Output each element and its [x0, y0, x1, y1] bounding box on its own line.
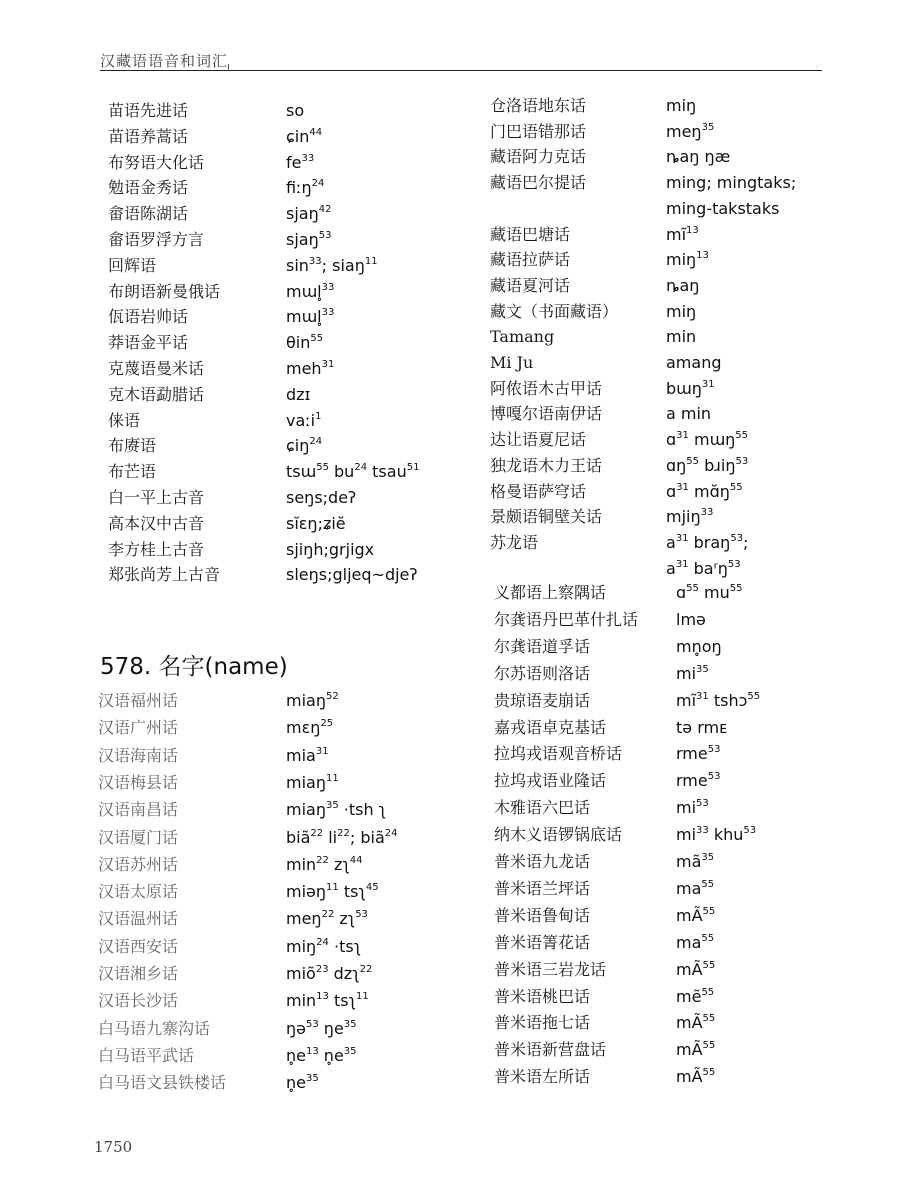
language-name: 苗语先进话 [108, 101, 189, 120]
language-name: 高本汉中古音 [108, 513, 205, 533]
word-form: miŋ [666, 96, 697, 115]
word-form: miaŋ$^{35}$ ·tsh ʅ [286, 800, 387, 820]
word-form: lmə [676, 609, 706, 629]
language-name: 汉语温州话 [98, 909, 179, 929]
language-name: 布努语大化话 [108, 152, 205, 172]
language-name: 藏语巴塘话 [490, 224, 571, 244]
language-name: 李方桂上古音 [108, 539, 205, 559]
word-form: $mÃ^{55}$ [676, 1040, 716, 1060]
language-name: 藏语拉萨话 [490, 250, 571, 270]
word-form: θin$^{55}$ [286, 333, 324, 353]
word-form: sjaŋ$^{53}$ [286, 230, 332, 249]
word-form: ȵaŋ ŋæ [666, 147, 731, 167]
language-name: 汉语海南话 [98, 745, 179, 765]
language-name: 俫语 [108, 410, 141, 430]
language-name: 汉语湘乡话 [98, 964, 179, 983]
word-form: ɑ$^{31}$ $mɑ̆ŋ^{55}$ [666, 481, 743, 501]
language-name: 达让语夏尼话 [490, 430, 587, 450]
word-form: bɯŋ$^{31}$ [666, 378, 715, 398]
word-form: $mi^{35}$ [676, 663, 709, 683]
language-name: 汉语广州话 [98, 718, 179, 738]
word-form: ɑŋ$^{55}$ bɹiŋ$^{53}$ [666, 455, 749, 475]
language-name: 莽语金平话 [108, 333, 189, 353]
language-name: 藏文（书面藏语） [490, 301, 619, 321]
word-form: dzɪ [286, 384, 311, 404]
word-form: mɛŋ$^{25}$ [286, 718, 334, 738]
word-form: miŋ$^{24}$ ·tsʅ [286, 936, 362, 956]
language-name: 汉语厦门话 [98, 827, 179, 847]
word-form: ming-takstaks [666, 198, 780, 218]
language-name: 门巴语错那话 [490, 121, 587, 141]
word-form: ŋə$^{53}$ $ŋe^{35}$ [286, 1018, 357, 1038]
language-name: 普米语桃巴话 [494, 986, 591, 1006]
word-form: $ma^{55}$ [676, 932, 715, 952]
word-form: $\min^{22}$ zʅ$^{44}$ [286, 854, 363, 874]
word-form: sjiŋh;grjigx [286, 539, 375, 559]
language-name: 白马语平武话 [98, 1045, 195, 1065]
word-form: mɯl̥$^{33}$ [286, 281, 335, 301]
word-form: $n̥e^{13}$ $n̥e^{35}$ [286, 1045, 357, 1065]
word-form: $a^{31}$ baʳŋ$^{53}$ [666, 558, 741, 578]
word-form: $mi^{53}$ [676, 798, 709, 818]
word-form: ɑ$^{31}$ mɯŋ$^{55}$ [666, 430, 749, 450]
word-form: mn̥oŋ [676, 636, 722, 656]
word-form: miəŋ$^{11}$ tsʅ$^{45}$ [286, 882, 379, 902]
word-form: $ma^{55}$ [676, 878, 715, 898]
word-form: mia$^{31}$ [286, 745, 329, 765]
language-name: 汉语南昌话 [98, 800, 179, 820]
word-form: $mĩ^{31}$ tshɔ$^{55}$ [676, 690, 761, 710]
language-name: 回辉语 [108, 255, 157, 275]
section-title: 578. 名字(name) [100, 654, 288, 680]
word-form: seŋs;deʔ [286, 488, 357, 507]
language-name: 佤语岩帅话 [108, 307, 189, 327]
word-form: miŋ$^{13}$ [666, 250, 709, 270]
page-number: 1750 [94, 1138, 133, 1156]
word-form: mẽ$^{55}$ [676, 986, 715, 1006]
word-form: $n̥e^{35}$ [286, 1073, 319, 1093]
word-form: fiːŋ$^{24}$ [286, 178, 325, 198]
word-form: mɯl̥$^{33}$ [286, 307, 335, 327]
language-name: 嘉戎语卓克基话 [494, 717, 607, 737]
word-form: $mÃ^{55}$ [676, 905, 716, 925]
running-head-title: 汉藏语语音和词汇 [100, 52, 229, 70]
word-form: $fe^{33}$ [286, 152, 315, 172]
word-form: $a^{31}$ braŋ$^{53}$; [666, 532, 749, 552]
word-form: $\min^{13}$ tsʅ$^{11}$ [286, 991, 369, 1011]
language-name: 畲语陈湖话 [108, 204, 189, 224]
language-name: Tamang [490, 327, 555, 347]
word-form: $mĩ^{13}$ [666, 224, 699, 244]
word-form: miõ$^{23}$ dzʅ$^{22}$ [286, 964, 373, 983]
language-name: 博嘎尔语南伊话 [490, 404, 603, 424]
word-form: amang [666, 353, 722, 372]
language-name: 尔龚语道孚话 [494, 636, 591, 656]
language-name: 格曼语萨穹话 [490, 481, 587, 501]
word-form: ming; mingtaks; [666, 173, 797, 193]
word-form: $mÃ^{55}$ [676, 1067, 716, 1087]
language-name: 拉坞戎语观音桥话 [494, 744, 623, 764]
language-name: 独龙语木力王话 [490, 455, 603, 475]
word-form: $mÃ^{55}$ [676, 959, 716, 979]
language-name: 汉语梅县话 [98, 772, 179, 792]
language-name: 苏龙语 [490, 532, 539, 552]
language-name: 勉语金秀话 [108, 178, 189, 198]
header-rule-tick [228, 64, 229, 71]
language-name: 普米语新营盘话 [494, 1040, 607, 1060]
word-form: meh$^{31}$ [286, 359, 335, 378]
word-form: vaːi$^1$ [286, 410, 322, 430]
language-name: 汉语福州话 [98, 691, 179, 710]
language-name: 普米语兰坪话 [494, 878, 591, 898]
language-name: 藏语夏河话 [490, 275, 571, 295]
language-name: 普米语九龙话 [494, 852, 591, 871]
word-form: sĭɛŋ;ʑiĕ [286, 513, 346, 533]
language-name: 汉语西安话 [98, 936, 179, 956]
word-form: so [286, 101, 305, 120]
language-name: 白一平上古音 [108, 488, 205, 507]
language-name: 白马语文县铁楼话 [98, 1073, 227, 1093]
language-name: 藏语巴尔提话 [490, 173, 587, 193]
word-form: ȵaŋ [666, 275, 700, 295]
language-name: 普米语鲁甸话 [494, 905, 591, 925]
language-name: 汉语长沙话 [98, 991, 179, 1011]
language-name: 汉语太原话 [98, 882, 179, 902]
word-form: rme$^{53}$ [676, 771, 721, 791]
language-name: 景颇语铜壁关话 [490, 507, 603, 527]
word-form: $\sin^{33}$; siaŋ$^{11}$ [286, 255, 378, 275]
word-form: mjiŋ$^{33}$ [666, 507, 714, 527]
language-name: 克蔑语曼米话 [108, 359, 205, 378]
word-form: $mÃ^{55}$ [676, 1013, 716, 1033]
language-name: 普米语三岩龙话 [494, 959, 607, 979]
language-name: 白马语九寨沟话 [98, 1018, 211, 1038]
language-name: 贵琼语麦崩话 [494, 690, 591, 710]
language-name: Mi Ju [490, 353, 534, 372]
word-form: $mã^{35}$ [676, 852, 715, 871]
language-name: 义都语上察隅话 [494, 583, 607, 602]
language-name: 纳木义语锣锅底话 [494, 825, 623, 845]
word-form: rme$^{53}$ [676, 744, 721, 764]
word-form: min [666, 327, 697, 347]
language-name: 尔龚语丹巴革什扎话 [494, 609, 639, 629]
language-name: 木雅语六巴话 [494, 798, 591, 818]
language-name: 布芒语 [108, 462, 157, 482]
word-form: miaŋ$^{11}$ [286, 772, 339, 792]
word-form: meŋ$^{35}$ [666, 121, 715, 141]
word-form: meŋ$^{22}$ zʅ$^{53}$ [286, 909, 368, 929]
language-name: 郑张尚芳上古音 [108, 565, 221, 585]
language-name: 藏语阿力克话 [490, 147, 587, 167]
language-name: 仓洛语地东话 [490, 96, 587, 115]
language-name: 普米语左所话 [494, 1067, 591, 1087]
language-name: 尔苏语则洛话 [494, 663, 591, 683]
language-name: 普米语拖七话 [494, 1013, 591, 1033]
language-name: 布朗语新曼俄话 [108, 281, 221, 301]
word-form: tsɯ$^{55}$ $bu^{24}$ tsau$^{51}$ [286, 462, 420, 482]
header-rule [100, 70, 822, 71]
language-name: 普米语箐花话 [494, 932, 591, 952]
word-form: ɕin$^{44}$ [286, 126, 323, 146]
language-name: 苗语养蒿话 [108, 126, 189, 146]
word-form: biã$^{22}$ $li^{22}$; biã$^{24}$ [286, 827, 398, 847]
language-name: 畲语罗浮方言 [108, 230, 205, 249]
word-form: ɕiŋ$^{24}$ [286, 436, 323, 456]
language-name: 拉坞戎语业隆话 [494, 771, 607, 791]
word-form: a min [666, 404, 712, 424]
language-name: 布赓语 [108, 436, 157, 456]
word-form: miŋ [666, 301, 697, 321]
word-form: miaŋ$^{52}$ [286, 691, 339, 710]
word-form: $mi^{33}$ khu$^{53}$ [676, 825, 757, 845]
word-form: sleŋs;gljeq~djeʔ [286, 565, 418, 585]
language-name: 阿侬语木古甲话 [490, 378, 603, 398]
language-name: 汉语苏州话 [98, 854, 179, 874]
word-form: sjaŋ$^{42}$ [286, 204, 332, 224]
word-form: ɑ$^{55}$ $mu^{55}$ [676, 583, 743, 602]
language-name: 克木语勐腊话 [108, 384, 205, 404]
word-form: tə rmᴇ [676, 717, 727, 737]
